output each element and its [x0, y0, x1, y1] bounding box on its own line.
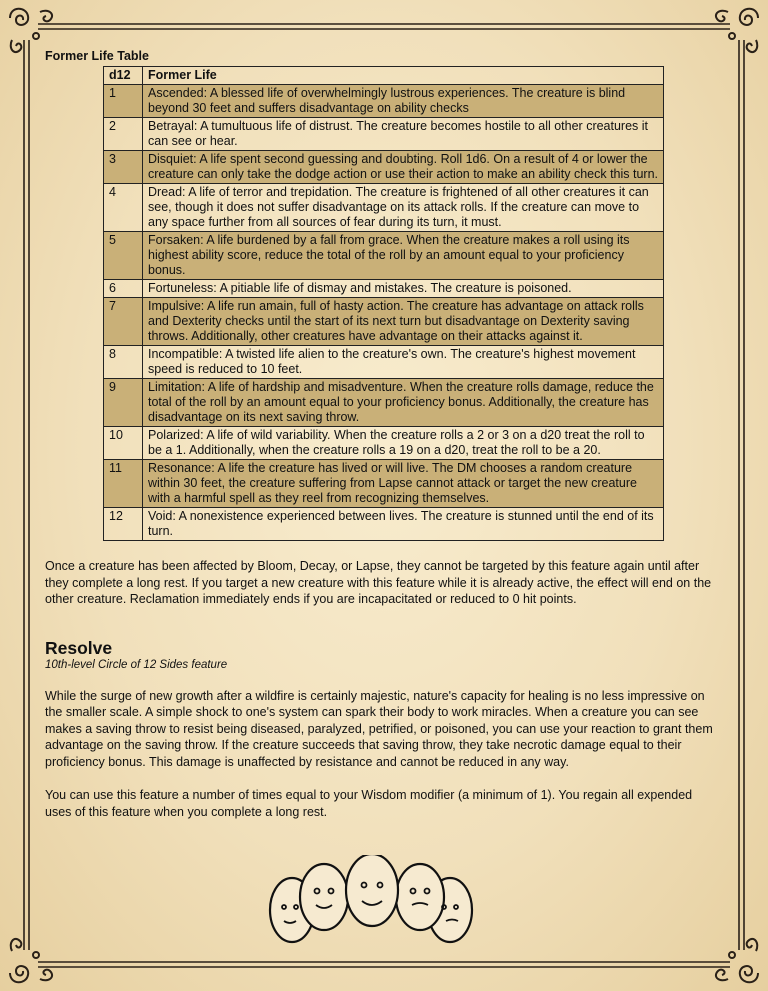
table-cell-roll: 6: [104, 280, 143, 298]
section-heading-resolve: Resolve: [45, 637, 113, 658]
table-row: [104, 151, 664, 184]
table-row: [104, 184, 664, 232]
resolve-paragraph: While the surge of new growth after a wildfire is certainly majestic, nature's capacity for healing is no less impressive on the smaller scale. A simple shock to one's system can spark their body to work miracles. When a creature you can see makes a saving throw to resist being diseased, paralyzed, petrified, or poisoned, you can use your reaction to grant them advantage on the saving throw. If the creature succeeds that saving throw, they take necrotic damage equal to their proficiency bonus. This damage is unaffected by resistance and cannot be reduced in any way.: [45, 688, 713, 769]
table-row: [104, 118, 664, 151]
former-life-table: [103, 66, 664, 541]
table-cell-roll: 12: [104, 508, 143, 541]
table-row: [104, 508, 664, 541]
table-row: [104, 298, 664, 346]
table-cell-roll: 4: [104, 184, 143, 232]
page-content: [45, 49, 717, 820]
table-cell-text: Ascended: A blessed life of overwhelmingly lustrous experiences. The creature is blind beyond 30 feet and suffers disadvantage on ability checks: [143, 85, 664, 118]
table-cell-text: Disquiet: A life spent second guessing and doubting. Roll 1d6. On a result of 4 or lower the creature can only take the dodge action or use their action to make an ability check this turn.: [143, 151, 664, 184]
table-cell-roll: 3: [104, 151, 143, 184]
table-cell-roll: 1: [104, 85, 143, 118]
table-row: [104, 346, 664, 379]
table-cell-text: Void: A nonexistence experienced between lives. The creature is stunned until the end of its turn.: [143, 508, 664, 541]
table-cell-text: Polarized: A life of wild variability. When the creature rolls a 2 or 3 on a d20 treat the roll to be a 1. Additionally, when the creature rolls a 19 on a d20, treat the roll to be a 20.: [143, 427, 664, 460]
table-cell-text: Impulsive: A life run amain, full of hasty action. The creature has advantage on attack rolls and Dexterity checks until the start of its next turn but disadvantage on Dexterity saving throws. Additionally, other creatures have advantage on their attacks against it.: [143, 298, 664, 346]
table-cell-roll: 2: [104, 118, 143, 151]
corner-flourish-icon: [10, 9, 52, 52]
table-cell-text: Forsaken: A life burdened by a fall from grace. When the creature makes a roll using its highest ability score, reduce the total of the roll by an amount equal to your proficiency bonus.: [143, 232, 664, 280]
table-header-cell: d12: [104, 67, 143, 85]
table-cell-roll: 5: [104, 232, 143, 280]
table-cell-roll: 9: [104, 379, 143, 427]
table-cell-text: Betrayal: A tumultuous life of distrust. The creature becomes hostile to all other creatures it can see or hear.: [143, 118, 664, 151]
table-cell-text: Resonance: A life the creature has lived or will live. The DM chooses a random creature within 30 feet, the creature suffering from Lapse cannot attack or target the new creature with a harmful spell as they reel from recognizing themselves.: [143, 460, 664, 508]
corner-flourish-icon: [10, 939, 52, 982]
table-row: [104, 280, 664, 298]
table-cell-roll: 10: [104, 427, 143, 460]
table-header-row: [104, 67, 664, 85]
table-cell-text: Incompatible: A twisted life alien to the creature's own. The creature's highest movement speed is reduced to 10 feet.: [143, 346, 664, 379]
table-cell-text: Limitation: A life of hardship and misadventure. When the creature rolls damage, reduce the total of the roll by an amount equal to your proficiency bonus. Additionally, the creature has disadvantage on its next saving throw.: [143, 379, 664, 427]
faces-illustration-icon: [262, 855, 482, 950]
feature-subheading: 10th-level Circle of 12 Sides feature: [45, 658, 228, 671]
table-row: [104, 232, 664, 280]
table-row: [104, 427, 664, 460]
table-header-cell: Former Life: [143, 67, 664, 85]
table-row: [104, 85, 664, 118]
table-cell-roll: 7: [104, 298, 143, 346]
table-cell-text: Fortuneless: A pitiable life of dismay and mistakes. The creature is poisoned.: [143, 280, 664, 298]
table-cell-text: Dread: A life of terror and trepidation. The creature is frightened of all other creatures it can see, though it does not suffer disadvantage on its attack rolls. If the creature can move to any space further from all sources of fear during its turn, it must.: [143, 184, 664, 232]
table-title: Former Life Table: [45, 49, 149, 63]
resolve-uses-paragraph: You can use this feature a number of times equal to your Wisdom modifier (a minimum of 1). You regain all expended uses of this feature when you complete a long rest.: [45, 788, 693, 819]
table-cell-roll: 11: [104, 460, 143, 508]
corner-flourish-icon: [716, 9, 758, 52]
table-row: [104, 460, 664, 508]
reclamation-end-paragraph: Once a creature has been affected by Bloom, Decay, or Lapse, they cannot be targeted by this feature again until after they complete a long rest. If you target a new creature with this feature while it is already active, the effect will end on the other creature. Reclamation immediately ends if you are incapacitated or reduced to 0 hit points.: [45, 559, 712, 606]
table-cell-roll: 8: [104, 346, 143, 379]
table-row: [104, 379, 664, 427]
corner-flourish-icon: [716, 939, 758, 982]
